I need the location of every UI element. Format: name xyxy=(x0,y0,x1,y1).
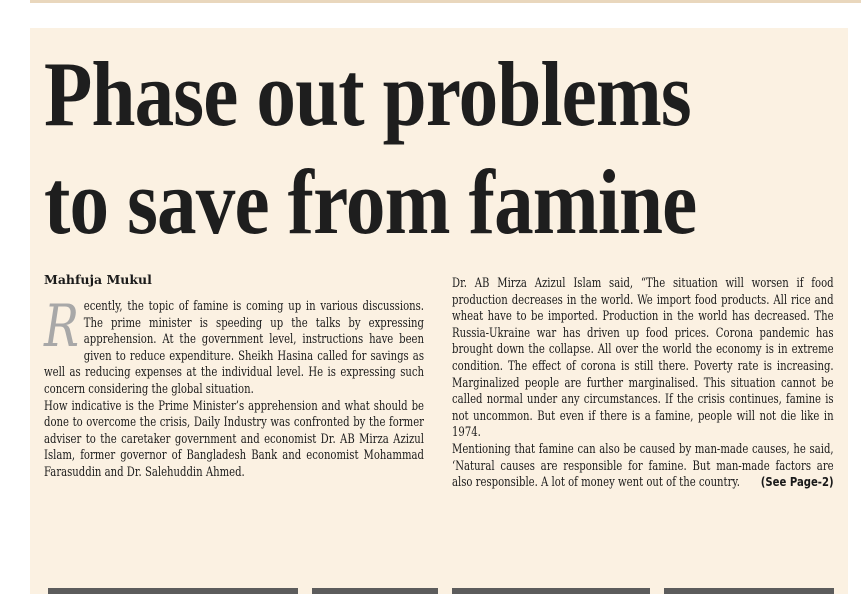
continuation-link[interactable]: (See Page-2) xyxy=(760,474,834,490)
paragraph: Dr. AB Mirza Azizul Islam said, “The situation will worsen if food production decreases in the world. We import food products. All rice and wheat have to be imported. Production in the world has decreased. The Russia-Ukraine war has driven up food prices. Corona pandemic has brought down the collapse. All over the world the economy is in extreme condition. The effect of corona is still there. Poverty rate is increasing. Marginalized people are further marginalised. This situation cannot be called normal under any circumstances. If the crisis continues, famine is not uncommon. But even if there is a famine, people will not die like in 1974. xyxy=(452,275,834,440)
paragraph xyxy=(452,441,834,491)
bottom-bar xyxy=(312,588,438,594)
byline: Mahfuja Mukul xyxy=(44,272,152,287)
bottom-bar xyxy=(664,588,834,594)
top-rule xyxy=(30,0,861,3)
paragraph-text: ecently, the topic of famine is coming up in various discussions. The prime minister is speeding up the talks by expressing apprehension. At the government level, instructions have been given to reduce expenditure. Sheikh Hasina called for savings as well as reducing expenses at the individual level. He is expressing such concern considering the global situation. xyxy=(44,298,425,396)
paragraph-text: Mentioning that famine can also be caused by man-made causes, he said, ‘Natural causes are responsible for famine. But man-made factors are also responsible. A lot of money went out of the country. xyxy=(452,440,834,490)
paragraph: How indicative is the Prime Minister’s apprehension and what should be done to overcome the crisis, Daily Industry was confronted by the former adviser to the caretaker government and economist Dr. AB Mirza Azizul Islam, former governor of Bangladesh Bank and economist Mohammad Farasuddin and Dr. Salehuddin Ahmed. xyxy=(44,397,424,479)
bottom-bar xyxy=(48,588,298,594)
article-column-1 xyxy=(44,292,425,481)
drop-cap: R xyxy=(44,292,79,360)
headline xyxy=(44,40,732,256)
headline-line-1: Phase out problems xyxy=(44,43,691,145)
article-column-2 xyxy=(452,275,834,491)
headline-line-2: to save from famine xyxy=(44,151,697,253)
paragraph xyxy=(44,292,425,398)
bottom-bar xyxy=(452,588,650,594)
